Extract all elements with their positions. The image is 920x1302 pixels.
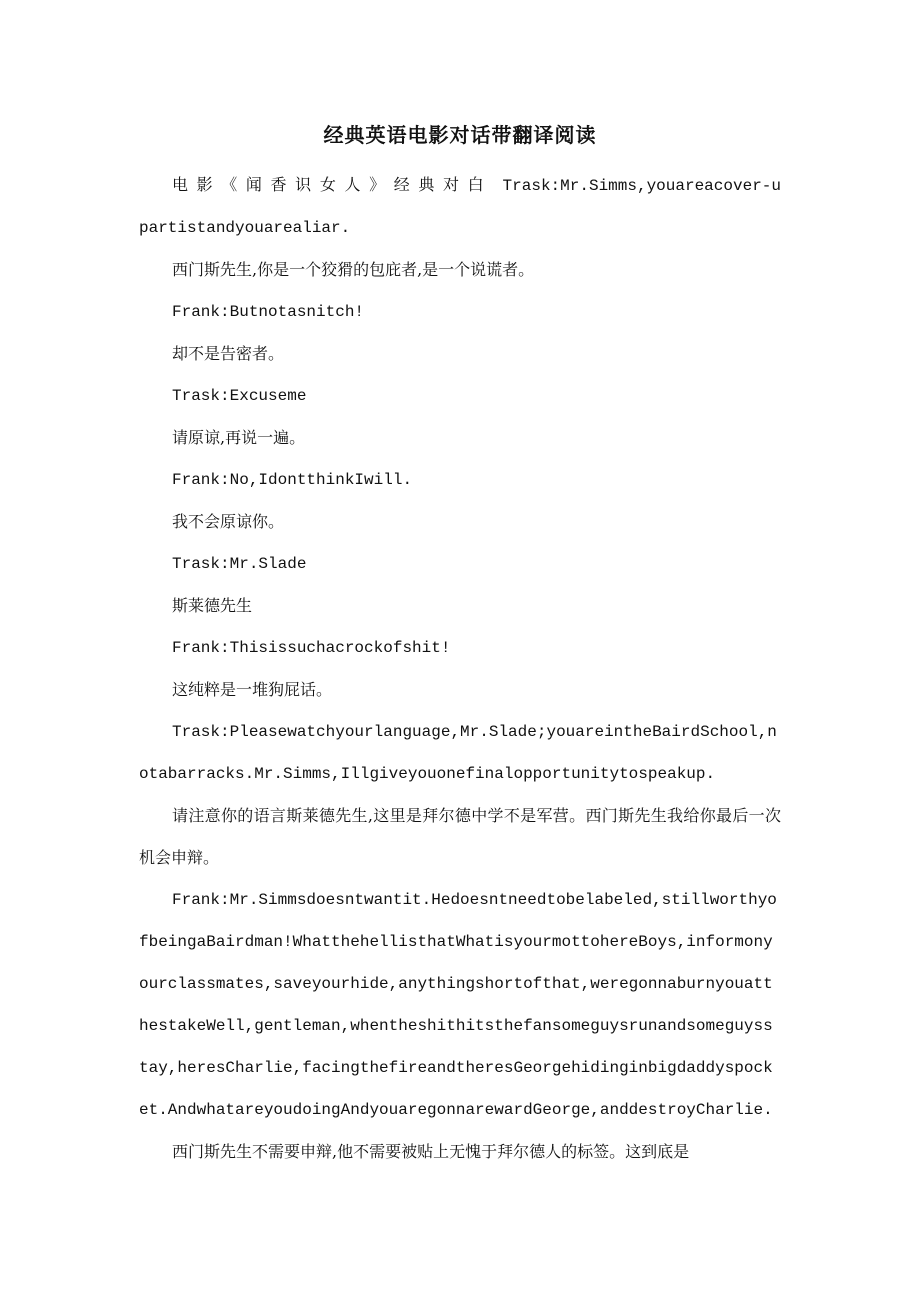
paragraph: Frank:Mr.Simmsdoesntwantit.Hedoesntneedtobelabeled,stillworthyofbeingaBairdman!WhatthehellisthatWhatisyourmottohereBoys,informonyourclassmates,saveyourhide,anythingshortofthat,weregonnaburnyouatthestakeWell,gentleman,whentheshithitsthefansomeguysrunandsomeguysstay,heresCharlie,facingthefireandtheresGeorgehidinginbigdaddyspocket.AndwhatareyoudoingAndyouaregonnarewardGeorge,anddestroyCharlie. [139, 891, 777, 1119]
paragraph: Trask:Mr.Slade [172, 555, 307, 573]
paragraph: Frank:Thisissuchacrockofshit! [172, 639, 451, 657]
paragraph: 斯莱德先生 [172, 596, 253, 615]
document-title: 经典英语电影对话带翻译阅读 [323, 123, 597, 147]
paragraph: 请注意你的语言斯莱德先生,这里是拜尔德中学不是军营。西门斯先生我给你最后一次机会申辩。 [139, 806, 781, 867]
document-body [139, 164, 781, 1173]
paragraph: Frank:No,IdontthinkIwill. [172, 471, 413, 489]
movie-title-lead: 电影《闻香识女人》经典对白 [172, 175, 493, 194]
paragraph: 西门斯先生不需要申辩,他不需要被贴上无愧于拜尔德人的标签。这到底是 [172, 1142, 690, 1161]
paragraph: 却不是告密者。 [172, 344, 285, 363]
paragraph: 西门斯先生,你是一个狡猾的包庇者,是一个说谎者。 [172, 260, 535, 279]
paragraph: Frank:Butnotasnitch! [172, 303, 365, 321]
intro-dialogue: Trask:Mr.Simms,youareacover-upartistandyouarealiar. [139, 177, 781, 237]
paragraph: Trask:Excuseme [172, 387, 307, 405]
paragraph: 这纯粹是一堆狗屁话。 [172, 680, 333, 699]
paragraph-intro [139, 164, 781, 249]
paragraph: 请原谅,再说一遍。 [172, 428, 306, 447]
paragraph: Trask:Pleasewatchyourlanguage,Mr.Slade;youareintheBairdSchool,notabarracks.Mr.Simms,Illgiveyouonefinalopportunitytospeakup. [139, 723, 777, 783]
paragraph: 我不会原谅你。 [172, 512, 285, 531]
